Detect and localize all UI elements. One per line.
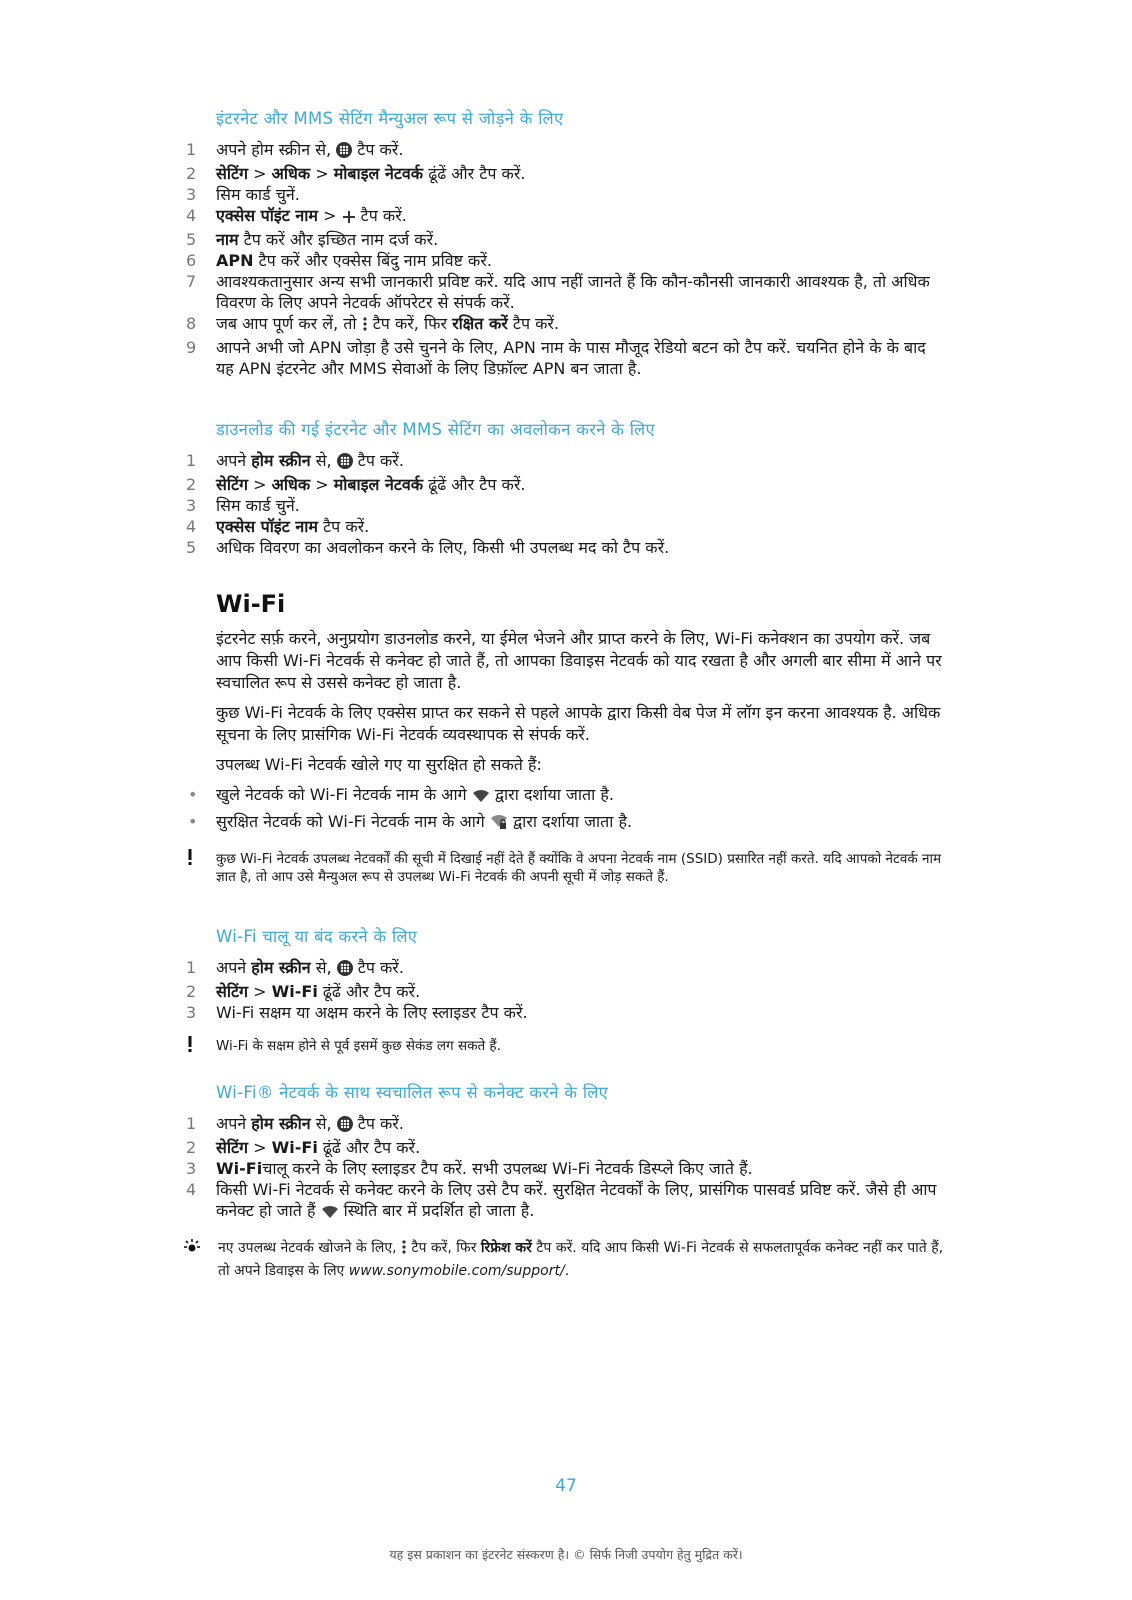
step-item	[186, 184, 946, 205]
bullet-dot: •	[188, 785, 198, 804]
step-text: अपने	[216, 1114, 252, 1133]
step-text: जब आप पूर्ण कर लें, तो	[216, 314, 362, 333]
step-item	[186, 450, 946, 474]
step-item	[186, 337, 946, 379]
note-text: Wi-Fi के सक्षम होने से पूर्व इसमें कुछ सेकंड लग सकते हैं.	[216, 1038, 501, 1054]
section-view-settings	[186, 417, 946, 558]
step-text: टैप करें.	[352, 451, 404, 470]
apps-icon	[337, 960, 353, 981]
support-link[interactable]: www.sonymobile.com/support/	[348, 1263, 565, 1279]
section-heading: इंटरनेट और MMS सेटिंग मैन्युअल रूप से जोड़ने के लिए	[216, 109, 564, 128]
bullet-dot: •	[188, 812, 198, 831]
step-ui-term: एक्सेस पॉइंट नाम	[216, 517, 318, 536]
step-text: अपने होम स्क्रीन से,	[216, 140, 337, 159]
step-item	[186, 250, 946, 271]
step-text: किसी Wi-Fi नेटवर्क से कनेक्ट करने के लिए उसे टैप करें. सुरक्षित नेटवर्कों के लिए, प्रासंगिक पासवर्ड प्रविष्ट करें. जैसे ही आप कनेक्ट हो जाते हैं	[216, 1180, 937, 1220]
section-wifi-toggle	[186, 924, 946, 1055]
note-text: कुछ Wi-Fi नेटवर्क उपलब्ध नेटवर्कों की सूची में दिखाई नहीं देते हैं क्योंकि वे अपना नेटवर्क नाम (SSID) प्रसारित नहीं करते. यदि आपको नेटवर्क नाम ज्ञात है, तो आप उसे मैन्युअल रूप से उपलब्ध Wi-Fi नेटवर्क की अपनी सूची में जोड़ सकते हैं.	[216, 851, 942, 885]
tip-text: टैप करें. यदि आप किसी Wi-Fi नेटवर्क से सफलतापूर्वक कनेक्ट नहीं कर पाते हैं, तो अपने डिवाइस के लिए	[218, 1240, 944, 1279]
step-text: टैप करें.	[507, 314, 560, 333]
step-text: चालू करने के लिए स्लाइडर टैप करें. सभी उपलब्ध Wi-Fi नेटवर्क डिस्प्ले किए जाते हैं.	[262, 1159, 753, 1178]
step-ui-term: Wi-Fi	[216, 1159, 263, 1178]
step-item	[186, 516, 946, 537]
step-text: टैप करें, फिर	[367, 314, 453, 333]
step-text: >	[310, 475, 334, 494]
tip	[186, 1238, 946, 1281]
step-number: 2	[186, 475, 197, 494]
step-text: अपने	[216, 451, 252, 470]
step-ui-term: होम स्क्रीन	[251, 958, 311, 977]
step-ui-term: सेटिंग	[216, 1138, 249, 1157]
step-item	[186, 957, 946, 981]
step-number: 1	[186, 140, 197, 159]
step-ui-term: अधिक	[271, 475, 311, 494]
step-ui-term: नाम	[216, 230, 239, 249]
step-item	[186, 229, 946, 250]
step-number: 2	[186, 982, 197, 1001]
step-text: Wi-Fi सक्षम या अक्षम करने के लिए स्लाइडर टैप करें.	[216, 1003, 528, 1022]
step-ui-term: होम स्क्रीन	[251, 451, 311, 470]
bullet-text: खुले नेटवर्क को Wi-Fi नेटवर्क नाम के आगे	[216, 785, 472, 804]
step-number: 4	[186, 517, 197, 536]
step-item	[186, 1158, 946, 1179]
footer-note: यह इस प्रकाशन का इंटरनेट संस्करण है। © सिर्फ निजी उपयोग हेतु मुद्रित करें।	[389, 1547, 743, 1562]
step-text: से,	[310, 1114, 337, 1133]
section-wifi-auto-connect	[186, 1080, 946, 1281]
step-text: टैप करें और एक्सेस बिंदु नाम प्रविष्ट करें.	[253, 251, 492, 270]
step-text: सिम कार्ड चुनें.	[216, 496, 300, 515]
step-ui-term: APN	[216, 251, 254, 270]
step-text: टैप करें.	[355, 206, 407, 225]
tip-ui-term: रिफ्रेश करें	[480, 1240, 532, 1256]
step-ui-term: Wi-Fi	[271, 982, 318, 1001]
section-add-apn	[186, 106, 946, 379]
apps-icon	[336, 142, 352, 163]
step-number: 8	[186, 314, 197, 333]
step-number: 4	[186, 1180, 197, 1199]
step-number: 5	[186, 230, 197, 249]
bullet-item	[186, 784, 946, 809]
step-text: टैप करें.	[352, 958, 404, 977]
step-item	[186, 1002, 946, 1023]
step-text: >	[248, 475, 272, 494]
step-ui-term: मोबाइल नेटवर्क	[333, 164, 424, 183]
bullet-text: द्वारा दर्शाया जाता है.	[507, 812, 633, 831]
step-text: टैप करें.	[352, 140, 404, 159]
wifi-icon	[321, 1203, 339, 1224]
section-heading: डाउनलोड की गई इंटरनेट और MMS सेटिंग का अवलोकन करने के लिए	[216, 420, 655, 439]
step-item	[186, 495, 946, 516]
step-text: ढूंढें और टैप करें.	[423, 475, 526, 494]
note	[186, 1037, 946, 1055]
step-ui-term: Wi-Fi	[271, 1138, 318, 1157]
step-ui-term: अधिक	[271, 164, 311, 183]
step-item	[186, 474, 946, 495]
tip-icon	[182, 1238, 202, 1262]
tip-text: .	[564, 1263, 570, 1279]
paragraph: उपलब्ध Wi-Fi नेटवर्क खोले गए या सुरक्षित हो सकते हैं:	[216, 755, 542, 774]
step-text: >	[248, 164, 272, 183]
step-number: 3	[186, 185, 197, 204]
step-number: 1	[186, 451, 197, 470]
step-item	[186, 271, 946, 313]
step-text: से,	[310, 958, 337, 977]
tip-text: टैप करें, फिर	[407, 1240, 481, 1256]
tip-text: नए उपलब्ध नेटवर्क खोजने के लिए,	[218, 1240, 401, 1256]
step-text: स्थिति बार में प्रदर्शित हो जाता है.	[338, 1201, 535, 1220]
step-number: 2	[186, 1138, 197, 1157]
section-heading: Wi-Fi® नेटवर्क के साथ स्वचालित रूप से कनेक्ट करने के लिए	[216, 1083, 609, 1102]
step-item	[186, 139, 946, 163]
step-text: अधिक विवरण का अवलोकन करने के लिए, किसी भी उपलब्ध मद को टैप करें.	[216, 538, 670, 557]
step-item	[186, 1113, 946, 1137]
apps-icon	[337, 1116, 353, 1137]
step-item	[186, 313, 946, 337]
step-number: 4	[186, 206, 197, 225]
wifi-icon	[472, 787, 490, 809]
step-list	[186, 450, 946, 558]
step-ui-term: होम स्क्रीन	[251, 1114, 311, 1133]
step-ui-term: रक्षित करें	[452, 314, 508, 333]
step-text: आवश्यकतानुसार अन्य सभी जानकारी प्रविष्ट करें. यदि आप नहीं जानते हैं कि कौन-कौनसी जानकारी आवश्यक है, तो अधिक विवरण के लिए अपने नेटवर्क ऑपरेटर से संपर्क करें.	[216, 272, 930, 312]
step-text: >	[310, 164, 334, 183]
step-item	[186, 1179, 946, 1224]
section-heading: Wi-Fi चालू या बंद करने के लिए	[216, 927, 418, 946]
section-title: Wi-Fi	[216, 590, 286, 618]
step-number: 2	[186, 164, 197, 183]
step-number: 1	[186, 958, 197, 977]
warning-icon	[186, 1035, 194, 1057]
bullet-text: द्वारा दर्शाया जाता है.	[489, 785, 614, 804]
step-list	[186, 139, 946, 379]
step-item	[186, 205, 946, 229]
bullet-text: सुरक्षित नेटवर्क को Wi-Fi नेटवर्क नाम के आगे	[216, 812, 490, 831]
step-text: अपने	[216, 958, 252, 977]
step-ui-term: सेटिंग	[216, 982, 249, 1001]
step-number: 1	[186, 1114, 197, 1133]
step-text: >	[318, 206, 342, 225]
paragraph: इंटरनेट सर्फ़ करने, अनुप्रयोग डाउनलोड करने, या ईमेल भेजने और प्राप्त करने के लिए, Wi-Fi कनेक्शन का उपयोग करें. जब आप किसी Wi-Fi नेटवर्क से कनेक्ट हो जाते हैं, तो आपका डिवाइस नेटवर्क को याद रखता है और अगली बार सीमा में आने पर स्वचालित रूप से उससे कनेक्ट हो जाता है.	[216, 629, 942, 692]
step-list	[186, 1113, 946, 1224]
paragraph: कुछ Wi-Fi नेटवर्क के लिए एक्सेस प्राप्त कर सकने से पहले आपके द्वारा किसी वेब पेज में लॉग इन करना आवश्यक है. अधिक सूचना के लिए प्रासंगिक Wi-Fi नेटवर्क व्यवस्थापक से संपर्क करें.	[216, 703, 941, 744]
note	[186, 850, 946, 886]
step-number: 7	[186, 272, 197, 291]
step-text: से,	[310, 451, 337, 470]
step-text: टैप करें.	[352, 1114, 404, 1133]
page-number: 47	[555, 1476, 577, 1496]
step-number: 5	[186, 538, 197, 557]
step-text: ढूंढें और टैप करें.	[423, 164, 526, 183]
step-text: ढूंढें और टैप करें.	[317, 982, 421, 1001]
step-number: 3	[186, 1003, 197, 1022]
section-wifi	[186, 590, 946, 886]
step-item	[186, 163, 946, 184]
step-text: ढूंढें और टैप करें.	[317, 1138, 421, 1157]
step-number: 9	[186, 338, 197, 357]
step-item	[186, 981, 946, 1002]
step-item	[186, 537, 946, 558]
warning-icon	[186, 848, 194, 870]
step-number: 6	[186, 251, 197, 270]
step-text: टैप करें.	[318, 517, 370, 536]
step-number: 3	[186, 1159, 197, 1178]
step-ui-term: सेटिंग	[216, 164, 249, 183]
step-list	[186, 957, 946, 1023]
step-item	[186, 1137, 946, 1158]
step-text: >	[248, 1138, 272, 1157]
step-ui-term: एक्सेस पॉइंट नाम	[216, 206, 318, 225]
step-text: आपने अभी जो APN जोड़ा है उसे चुनने के लिए, APN नाम के पास मौजूद रेडियो बटन को टैप करें. चयनित होने के के बाद यह APN इंटरनेट और MMS सेवाओं के लिए डिफ़ॉल्ट APN बन जाता है.	[216, 338, 926, 378]
step-text: टैप करें और इच्छित नाम दर्ज करें.	[238, 230, 439, 249]
step-text: >	[248, 982, 272, 1001]
step-ui-term: सेटिंग	[216, 475, 249, 494]
wifi-lock-icon	[490, 814, 508, 836]
step-ui-term: मोबाइल नेटवर्क	[333, 475, 424, 494]
apps-icon	[337, 453, 353, 474]
bullet-item	[186, 811, 946, 836]
step-number: 3	[186, 496, 197, 515]
bullet-list	[186, 784, 946, 836]
step-text: सिम कार्ड चुनें.	[216, 185, 300, 204]
plus-icon	[342, 208, 356, 229]
